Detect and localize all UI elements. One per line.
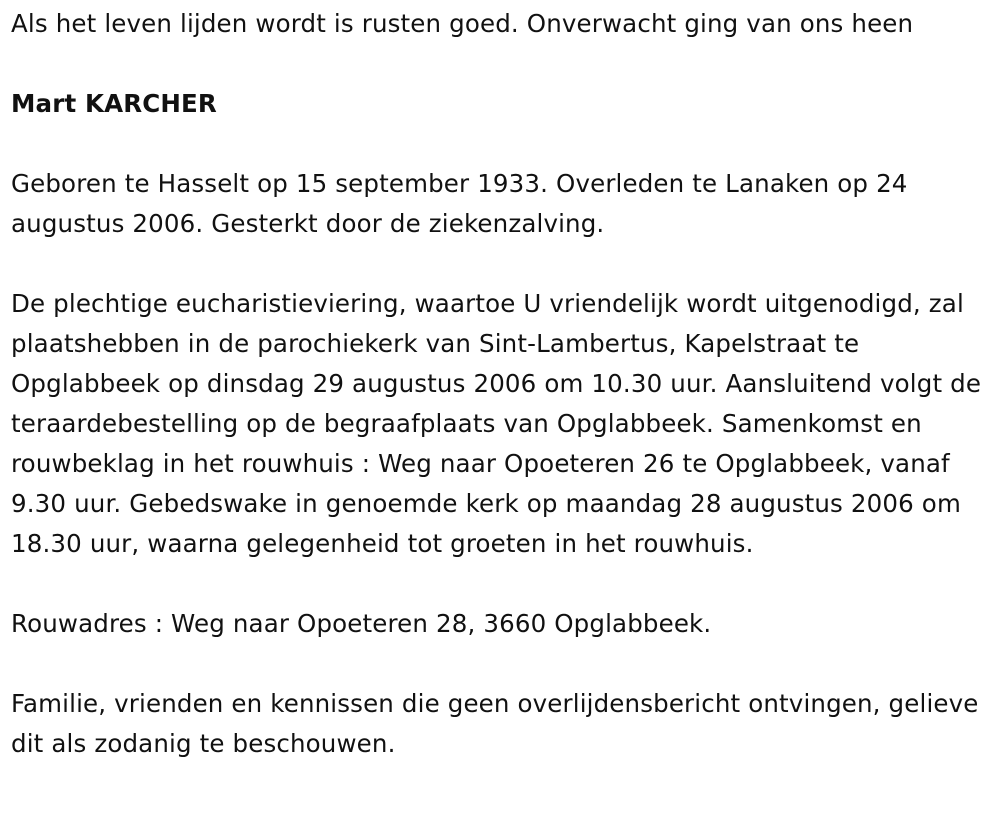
ceremony-text: De plechtige eucharistieviering, waartoe U vriendelijk wordt uitgenodigd, zal plaatshebben in de parochiekerk van Sint-Lambertus, Kapelstraat te Opglabbeek op dinsdag 29 augustus 2006 om 10.30 uur. Aansluitend volgt de teraardebestelling op de begraafplaats van Opglabbeek. Samenkomst en rouwbeklag in het rouwhuis : Weg naar Opoeteren 26 te Opglabbeek, vanaf 9.30 uur. Gebedswake in genoemde kerk op maandag 28 augustus 2006 om 18.30 uur, waarna gelegenheid tot groeten in het rouwhuis. (11, 289, 982, 558)
birth-death-text: Geboren te Hasselt op 15 september 1933. Overleden te Lanaken op 24 augustus 2006. Gesterkt door de ziekenzalving. (11, 169, 908, 238)
intro-text: Als het leven lijden wordt is rusten goed. Onverwacht ging van ons heen (11, 9, 914, 38)
mourning-address: Rouwadres : Weg naar Opoeteren 28, 3660 Opglabbeek. (11, 609, 712, 638)
closing-text: Familie, vrienden en kennissen die geen overlijdensbericht ontvingen, gelieve dit als zodanig te beschouwen. (11, 689, 979, 758)
deceased-name: Mart KARCHER (11, 89, 217, 118)
